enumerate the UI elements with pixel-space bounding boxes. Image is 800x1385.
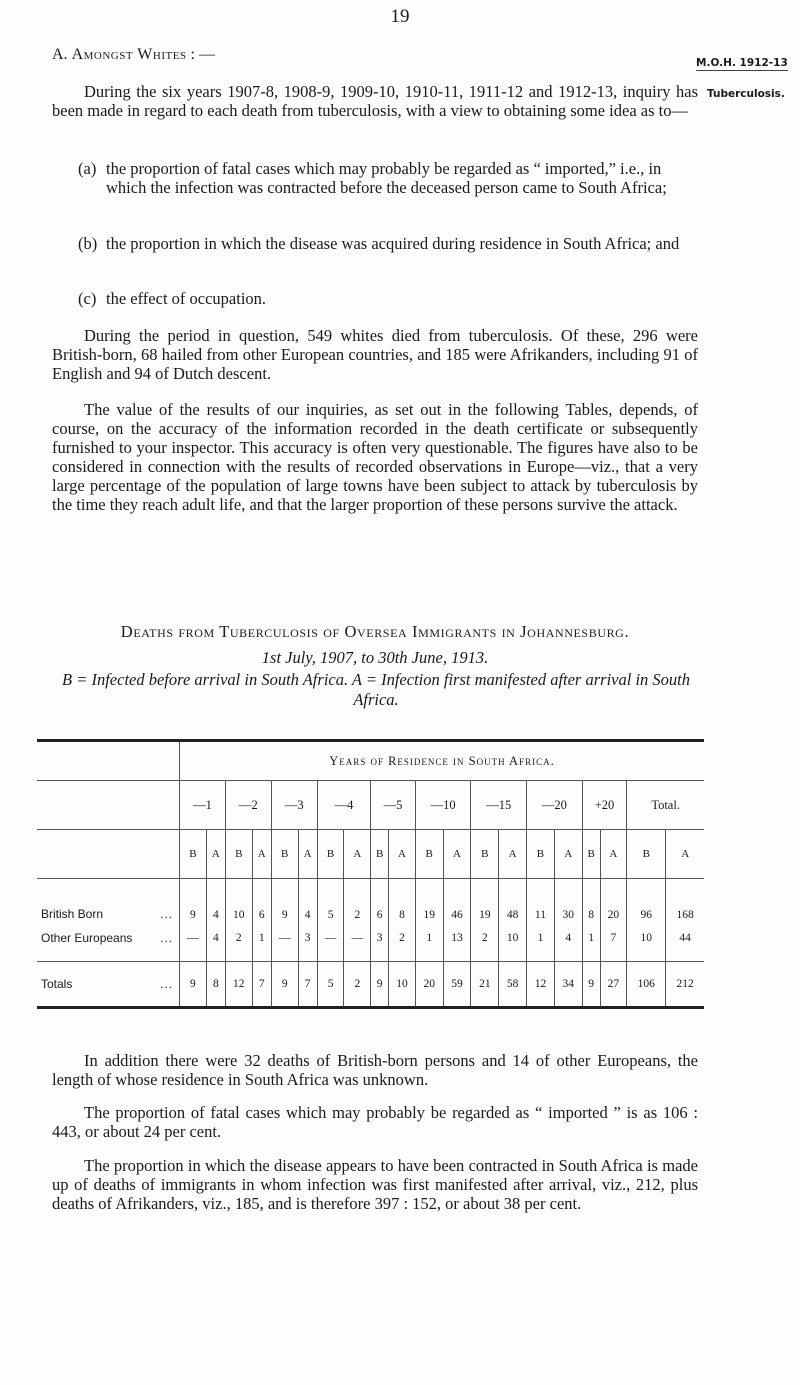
table-cell: 44 [666,925,704,962]
list-item-b [78,234,698,253]
table-cell: 30 [554,879,582,926]
table-cell: 9 [180,879,207,926]
sub-header: B [582,830,600,879]
table-cell: 106 [627,962,666,1008]
table-cell: 4 [298,879,317,926]
period-header: —2 [225,781,271,830]
table-cell: 2 [344,879,371,926]
table-cell: — [344,925,371,962]
sub-header: A [389,830,416,879]
sub-header: A [252,830,271,879]
period-header: —1 [180,781,226,830]
list-item-c-text: the effect of occupation. [106,289,267,308]
row-label [37,925,180,962]
row-label-text: Totals [41,977,73,991]
table-cell: 8 [389,879,416,926]
table-cell: 4 [554,925,582,962]
table-subtitle: 1st July, 1907, to 30th June, 1913. [261,648,489,667]
sub-header: B [371,830,389,879]
list-item-a [78,159,698,197]
table-cell: 34 [554,962,582,1008]
sub-header: A [206,830,225,879]
table-cell: 59 [443,962,471,1008]
table-corner-cell [37,741,180,781]
table-cell: 10 [389,962,416,1008]
table-cell: 7 [298,962,317,1008]
table-cell: 1 [527,925,555,962]
table-cell: 8 [582,879,600,926]
contracted-paragraph: The proportion in which the disease appears to have been contracted in South Africa is made up of deaths of immigrants in whom infection was first manifested after arrival, viz., 212, plus deaths of Afrikanders, viz., 185, and is therefore 397 : 152, or about 38 per cent. [52,1156,698,1213]
table-cell: 11 [527,879,555,926]
table-cell: 168 [666,879,704,926]
value-paragraph: The value of the results of our inquiries, as set out in the following Tables, depends, of course, on the accuracy of the information recorded in the death certificate or subsequently furnished to your inspector. This accuracy is often very questionable. The figures have also to be considered in connection with the results of recorded observations in Europe—viz., that a very large percentage of the population of large towns have been subject to attack by tuberculosis by the time they reach adult life, and that the larger proportion of these persons survive the attack. [52,400,698,514]
table-cell: 20 [415,962,443,1008]
table-row [37,962,704,1008]
table-row [37,925,704,962]
deaths-table-container [37,739,704,1009]
list-item-b-label: (b) [78,234,98,253]
table-group-header: Years of Residence in South Africa. [180,741,705,781]
sub-header: B [271,830,298,879]
row-label-text: British Born [41,907,104,921]
table-cell: 1 [582,925,600,962]
table-cell: 27 [600,962,627,1008]
page-number: 19 [390,6,410,27]
sub-header: A [499,830,527,879]
table-corner-cell [37,781,180,830]
row-label [37,962,180,1008]
row-label-text: Other Europeans [41,931,133,945]
period-header: +20 [582,781,627,830]
deaths-paragraph: During the period in question, 549 whites died from tuberculosis. Of these, 296 were British-born, 68 hailed from other European countries, and 185 were Afrikanders, including 91 of English and 94 of Dutch descent. [52,326,698,383]
table-cell: 10 [225,879,252,926]
period-header: —4 [317,781,371,830]
list-item-a-label: (a) [78,159,97,178]
list-item-c [78,289,698,308]
table-legend: B = Infected before arrival in South Africa. A = Infection first manifested after arrival in South Africa. [62,670,690,709]
table-cell: 6 [371,879,389,926]
table-cell: 58 [499,962,527,1008]
table-cell: 9 [582,962,600,1008]
list-item-c-label: (c) [78,289,97,308]
table-cell: 12 [225,962,252,1008]
table-cell: 5 [317,962,344,1008]
deaths-table [37,739,704,1009]
table-cell: 21 [471,962,499,1008]
table-cell: 2 [389,925,416,962]
table-cell: 2 [344,962,371,1008]
table-cell: 8 [206,962,225,1008]
row-label-dots: ... [159,931,173,945]
table-cell: 20 [600,879,627,926]
period-header: —5 [371,781,416,830]
period-header: —15 [471,781,527,830]
table-cell: 9 [180,962,207,1008]
table-cell: — [271,925,298,962]
sub-header: A [600,830,627,879]
list-item-a-text: the proportion of fatal cases which may probably be regarded as “ imported,” i.e., in which the infection was contracted before the deceased person came to South Africa; [106,159,667,197]
table-cell: 2 [225,925,252,962]
sub-header: B [627,830,666,879]
table-cell: — [180,925,207,962]
sub-header: A [344,830,371,879]
sub-header: B [180,830,207,879]
row-label-dots: ... [159,907,173,921]
table-cell: 46 [443,879,471,926]
table-cell: 19 [415,879,443,926]
table-cell: 3 [298,925,317,962]
sub-header: A [554,830,582,879]
row-label-dots: ... [159,977,173,991]
sub-header: B [317,830,344,879]
list-item-b-text: the proportion in which the disease was acquired during residence in South Africa; and [106,234,680,253]
period-header: —10 [415,781,471,830]
addition-paragraph: In addition there were 32 deaths of British-born persons and 14 of other Europeans, the length of whose residence in South Africa was unknown. [52,1051,698,1089]
sub-header: B [471,830,499,879]
section-heading-text: Amongst Whites [71,46,187,63]
sub-header: A [298,830,317,879]
margin-reference: M.O.H. 1912-13 [696,57,788,69]
period-header: —3 [271,781,317,830]
table-cell: 5 [317,879,344,926]
period-header: —20 [527,781,583,830]
sub-header: B [527,830,555,879]
table-cell: 12 [527,962,555,1008]
section-heading-suffix: : — [186,46,215,63]
table-cell: 96 [627,879,666,926]
table-cell: 10 [627,925,666,962]
table-cell: 7 [252,962,271,1008]
table-cell: 9 [371,962,389,1008]
table-cell: 4 [206,879,225,926]
table-corner-cell [37,830,180,879]
table-cell: 9 [271,879,298,926]
table-cell: — [317,925,344,962]
table-cell: 13 [443,925,471,962]
sub-header: B [415,830,443,879]
table-cell: 1 [415,925,443,962]
table-cell: 212 [666,962,704,1008]
intro-paragraph: During the six years 1907-8, 1908-9, 1909-10, 1910-11, 1911-12 and 1912-13, inquiry has been made in regard to each death from tuberculosis, with a view to obtaining some idea as to— [52,82,698,120]
sub-header: A [666,830,704,879]
sub-header: B [225,830,252,879]
table-row [37,879,704,926]
table-title: Deaths from Tuberculosis of Oversea Immigrants in Johannesburg. [120,622,630,641]
table-cell: 3 [371,925,389,962]
row-label [37,879,180,926]
table-cell: 7 [600,925,627,962]
table-cell: 6 [252,879,271,926]
margin-note: Tuberculosis. [707,88,785,100]
table-cell: 2 [471,925,499,962]
section-heading [52,46,215,64]
table-cell: 10 [499,925,527,962]
table-cell: 48 [499,879,527,926]
table-cell: 1 [252,925,271,962]
section-heading-letter: A. [52,46,68,63]
imported-paragraph: The proportion of fatal cases which may probably be regarded as “ imported ” is as 106 : 443, or about 24 per cent. [52,1103,698,1141]
table-cell: 4 [206,925,225,962]
period-header: Total. [627,781,704,830]
sub-header: A [443,830,471,879]
table-cell: 19 [471,879,499,926]
table-cell: 9 [271,962,298,1008]
